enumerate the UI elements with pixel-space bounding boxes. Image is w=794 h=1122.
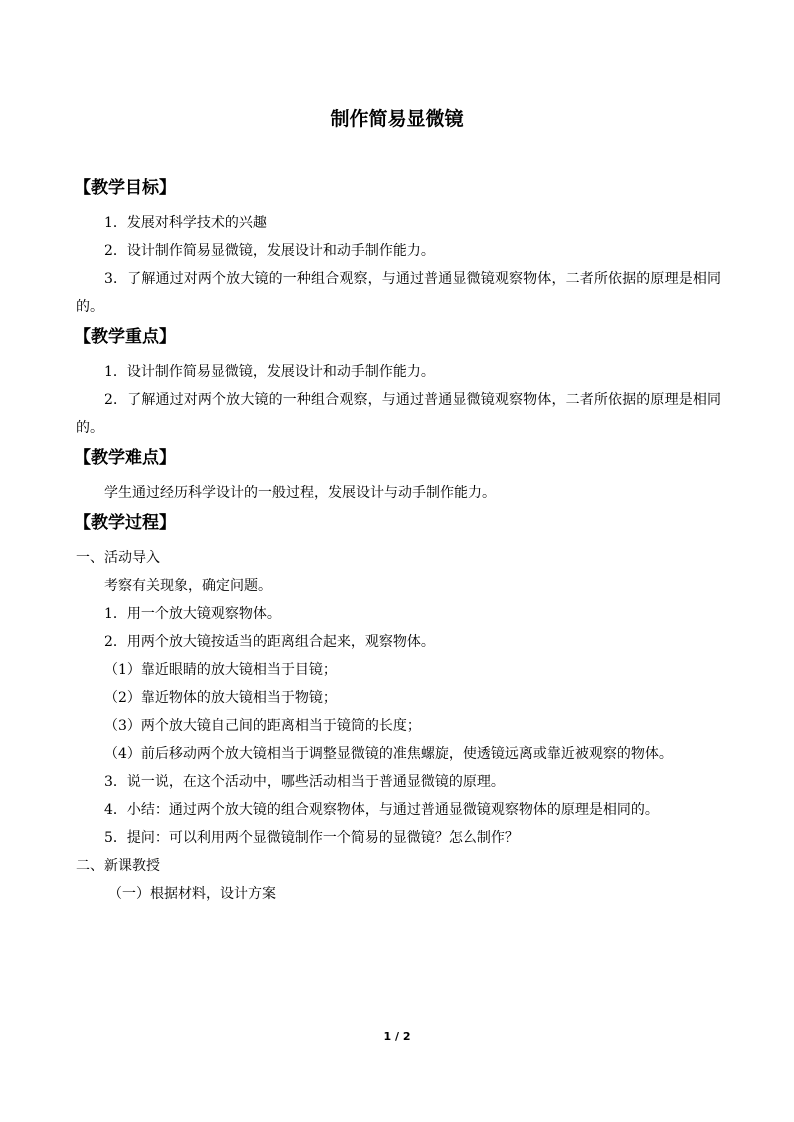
process-item-3: 2．用两个放大镜按适当的距离组合起来，观察物体。 [104,634,435,650]
process-item-10: 5．提问：可以利用两个显微镜制作一个简易的显微镜？怎么制作？ [104,830,519,846]
goals-item-3: 3．了解通过对两个放大镜的一种组合观察，与通过普通显微镜观察物体，二者所依据的原理是相同的。 [76,271,721,315]
section-heading-process: 【教学过程】 [74,513,176,533]
process-part2-title: 二、新课教授 [76,858,160,874]
document-title: 制作简易显微镜 [330,108,464,130]
process-item-7: （4）前后移动两个放大镜相当于调整显微镜的准焦螺旋，使透镜远离或靠近被观察的物体。 [104,746,673,762]
process-part1-title: 一、活动导入 [76,550,160,566]
process-item-11: （一）根据材料，设计方案 [108,886,276,902]
process-item-8: 3．说一说，在这个活动中，哪些活动相当于普通显微镜的原理。 [104,774,505,790]
section-heading-difficulties: 【教学难点】 [74,448,176,468]
process-item-4: （1）靠近眼睛的放大镜相当于目镜； [104,662,337,678]
section-heading-goals: 【教学目标】 [74,178,176,198]
key-points-item-1: 1．设计制作简易显微镜，发展设计和动手制作能力。 [104,364,435,380]
process-item-9: 4．小结：通过两个放大镜的组合观察物体，与通过普通显微镜观察物体的原理是相同的。 [104,802,659,818]
document-body [76,172,721,908]
process-item-2: 1．用一个放大镜观察物体。 [104,606,281,622]
goals-item-2: 2．设计制作简易显微镜，发展设计和动手制作能力。 [104,243,435,259]
process-item-6: （3）两个放大镜自己间的距离相当于镜筒的长度； [104,718,421,734]
process-item-5: （2）靠近物体的放大镜相当于物镜； [104,690,337,706]
section-heading-key-points: 【教学重点】 [74,327,176,347]
key-points-item-2: 2．了解通过对两个放大镜的一种组合观察，与通过普通显微镜观察物体，二者所依据的原理是相同的。 [76,392,721,436]
difficulties-item-1: 学生通过经历科学设计的一般过程，发展设计与动手制作能力。 [104,485,496,501]
goals-item-1: 1．发展对科学技术的兴趣 [104,215,267,231]
process-item-1: 考察有关现象，确定问题。 [104,578,272,594]
page-number: 1 / 2 [383,1030,411,1043]
